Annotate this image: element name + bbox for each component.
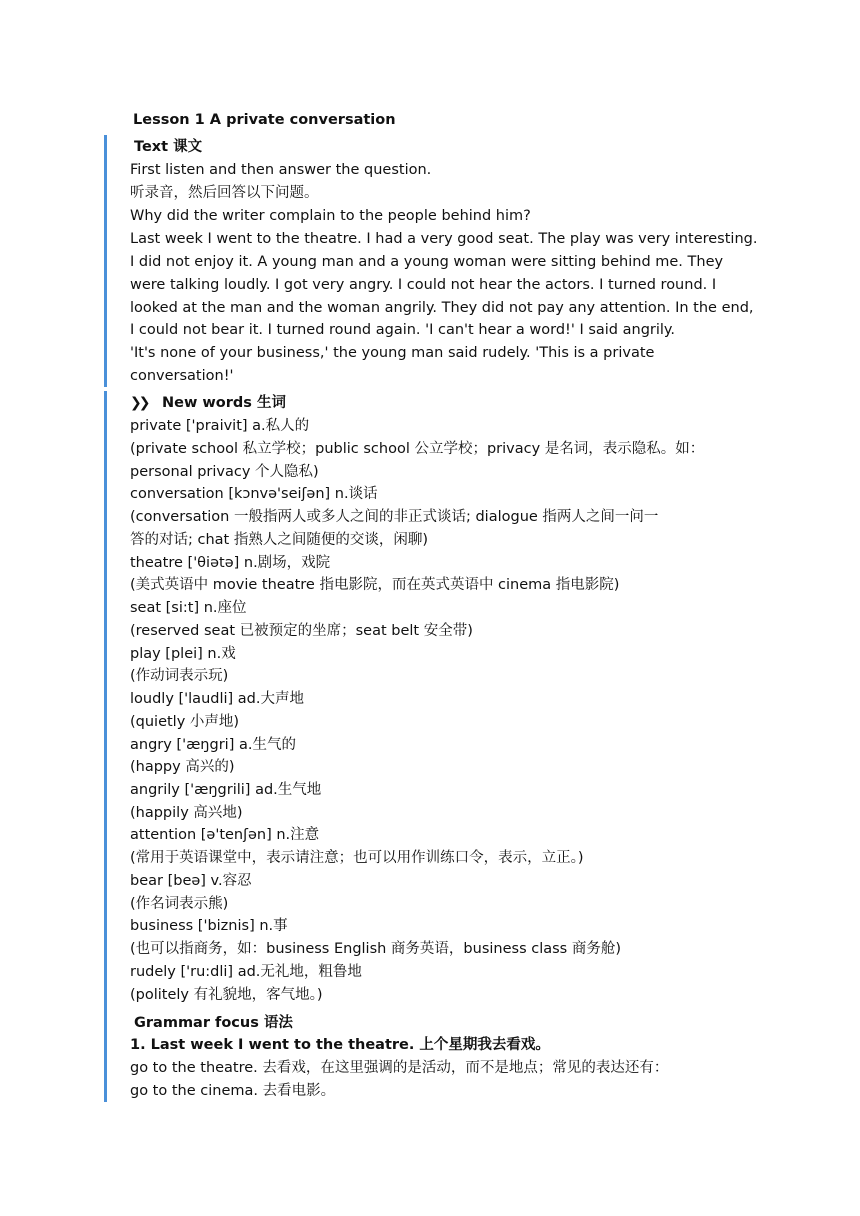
text-line: Last week I went to the theatre. I had a very good seat. The play was very interesting. [130,231,758,247]
vocab-line: (也可以指商务，如：business English 商务英语，business class 商务舱) [130,941,621,957]
text-line: looked at the man and the woman angrily. They did not pay any attention. In the end, [130,300,754,316]
vocab-line: rudely ['ru:dli] ad.无礼地，粗鲁地 [130,964,362,980]
double-chevron-right-icon: ❯❯ [130,395,148,411]
vocab-line: (happy 高兴的) [130,759,235,775]
text-line: conversation!' [130,368,234,384]
grammar-point-title: 1. Last week I went to the theatre. 上个星期我去看戏。 [130,1037,550,1053]
vocab-line: (reserved seat 已被预定的坐席；seat belt 安全带) [130,623,473,639]
vocab-line: (politely 有礼貌地，客气地。) [130,987,323,1003]
vocab-line: conversation [kɔnvə'seiʃən] n.谈话 [130,486,378,502]
vocab-line: play [plei] n.戏 [130,646,236,662]
vocab-line: (private school 私立学校；public school 公立学校；privacy 是名词，表示隐私。如： [130,441,705,457]
text-line: I could not bear it. I turned round again. 'I can't hear a word!' I said angrily. [130,322,676,338]
accent-bar [104,228,107,387]
vocab-line: (常用于英语课堂中，表示请注意；也可以用作训练口令，表示，立正。) [130,850,584,866]
vocab-line: angry ['æŋgri] a.生气的 [130,737,296,753]
vocab-line: personal privacy 个人隐私) [130,464,319,480]
vocab-line: (作动词表示玩) [130,668,229,684]
vocab-line: business ['biznis] n.事 [130,918,288,934]
vocab-line: angrily ['æŋgrili] ad.生气地 [130,782,322,798]
text-line: were talking loudly. I got very angry. I could not hear the actors. I turned round. I [130,277,717,293]
grammar-line: go to the theatre. 去看戏，在这里强调的是活动，而不是地点；常见的表达还有： [130,1060,669,1076]
new-words-heading-label: New words 生词 [162,395,286,411]
text-line: Why did the writer complain to the people behind him? [130,208,531,224]
vocab-line: seat [si:t] n.座位 [130,600,247,616]
vocab-line: attention [ə'tenʃən] n.注意 [130,827,320,843]
grammar-line: go to the cinema. 去看电影。 [130,1083,336,1099]
vocab-line: (quietly 小声地) [130,714,240,730]
new-words-heading [130,392,286,414]
accent-bar [104,391,107,1102]
text-line: 'It's none of your business,' the young man said rudely. 'This is a private [130,345,655,361]
accent-bar [104,135,107,160]
text-section-heading: Text 课文 [134,139,203,155]
vocab-line: (conversation 一般指两人或多人之间的非正式谈话; dialogue 指两人之间一问一 [130,509,659,525]
vocab-line: bear [beə] v.容忍 [130,873,252,889]
vocab-line: (作名词表示熊) [130,896,229,912]
text-line: I did not enjoy it. A young man and a young woman were sitting behind me. They [130,254,724,270]
vocab-line: private ['praivit] a.私人的 [130,418,310,434]
lesson-title: Lesson 1 A private conversation [133,112,396,128]
accent-bar [104,205,107,229]
accent-bar [104,159,107,183]
vocab-line: theatre ['θiətə] n.剧场，戏院 [130,555,331,571]
text-line: 听录音，然后回答以下问题。 [130,185,319,201]
accent-bar [104,182,107,206]
grammar-heading: Grammar focus 语法 [134,1015,293,1031]
vocab-line: (happily 高兴地) [130,805,243,821]
vocab-line: (美式英语中 movie theatre 指电影院，而在英式英语中 cinema 指电影院) [130,577,620,593]
vocab-line: 答的对话; chat 指熟人之间随便的交谈，闲聊) [130,532,428,548]
text-line: First listen and then answer the question. [130,162,432,178]
vocab-line: loudly ['laudli] ad.大声地 [130,691,304,707]
